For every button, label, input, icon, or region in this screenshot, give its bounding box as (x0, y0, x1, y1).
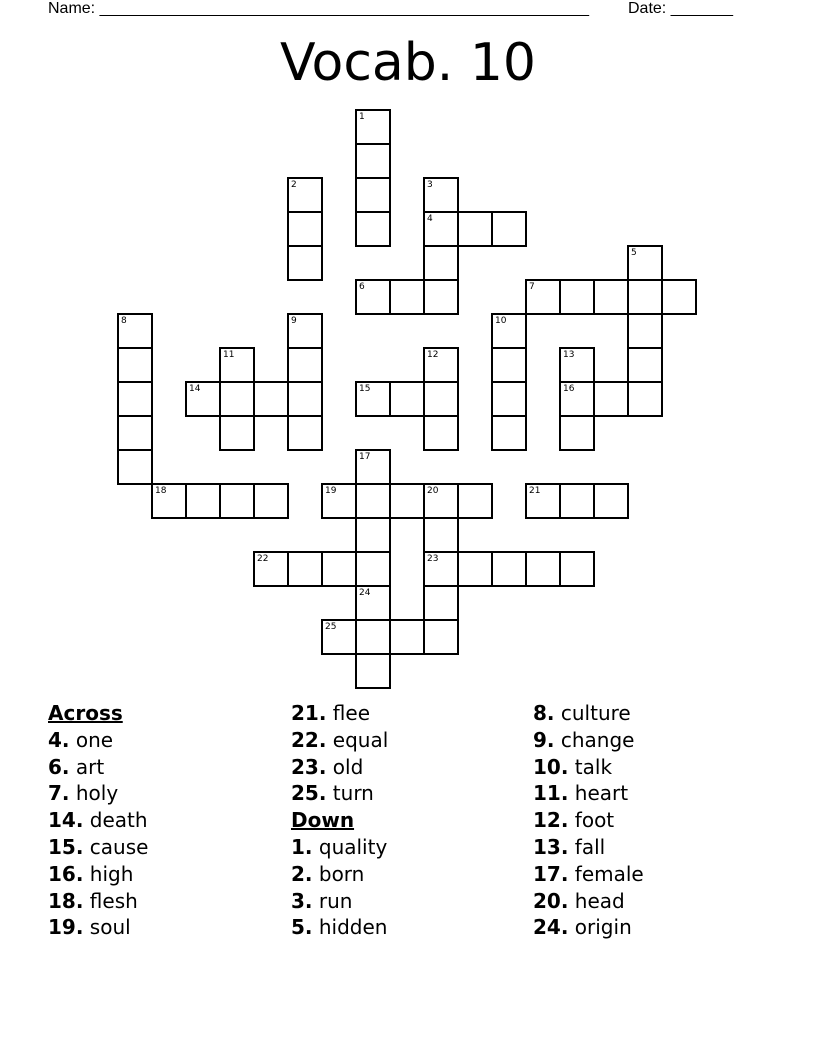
grid-cell[interactable] (491, 381, 527, 417)
clue-item-number: 8. (533, 701, 555, 725)
clue-item-text: origin (568, 915, 632, 940)
clue-item (291, 700, 531, 727)
grid-cell[interactable] (457, 551, 493, 587)
clue-item-text: female (568, 861, 644, 886)
clue-item-text: soul (83, 915, 131, 940)
clue-item-number: 21. (291, 701, 327, 725)
clue-number: 5 (631, 248, 637, 258)
grid-cell[interactable] (117, 313, 153, 349)
clue-number: 10 (495, 316, 507, 326)
clue-column-3 (533, 700, 773, 941)
clue-item (48, 754, 288, 781)
grid-cell[interactable] (389, 381, 425, 417)
clue-item-text: cause (83, 834, 149, 859)
page-title: Vocab. 10 (279, 33, 537, 93)
clue-item-text: run (312, 888, 353, 913)
clue-column-2 (291, 700, 531, 941)
grid-cell[interactable] (593, 279, 629, 315)
clue-number: 19 (325, 486, 337, 496)
grid-cell[interactable] (559, 279, 595, 315)
grid-cell[interactable] (355, 211, 391, 247)
clue-item-text: holy (69, 781, 119, 806)
clue-item-text: death (83, 808, 148, 833)
clue-number: 2 (291, 180, 297, 190)
clue-number: 16 (563, 384, 575, 394)
clue-number: 14 (189, 384, 201, 394)
grid-cell[interactable] (321, 483, 357, 519)
clue-item-text: talk (568, 754, 613, 779)
clue-item-number: 3. (291, 888, 313, 913)
clue-item-number: 23. (291, 754, 327, 779)
grid-cell[interactable] (287, 415, 323, 451)
grid-cell[interactable] (423, 415, 459, 451)
clue-item-number: 24. (533, 915, 569, 940)
grid-cell[interactable] (627, 279, 663, 315)
clue-number: 1 (359, 112, 365, 122)
grid-cell[interactable] (627, 381, 663, 417)
clue-item (533, 888, 773, 915)
grid-cell[interactable] (151, 483, 187, 519)
grid-cell[interactable] (287, 211, 323, 247)
clue-item-text: equal (326, 727, 389, 752)
grid-cell[interactable] (423, 245, 459, 281)
clue-number: 15 (359, 384, 371, 394)
clue-item-text: old (326, 754, 364, 779)
grid-cell[interactable] (559, 347, 595, 383)
clue-item-number: 17. (533, 861, 569, 886)
grid-cell[interactable] (185, 381, 221, 417)
clue-item-text: head (568, 888, 625, 913)
grid-cell[interactable] (355, 109, 391, 145)
clue-number: 18 (155, 486, 167, 496)
date-field-line: Date: _______ (628, 0, 733, 17)
clue-number: 23 (427, 554, 439, 564)
grid-cell[interactable] (559, 483, 595, 519)
grid-cell[interactable] (253, 551, 289, 587)
grid-cell[interactable] (423, 279, 459, 315)
grid-cell[interactable] (423, 177, 459, 213)
clue-item-number: 4. (48, 727, 70, 752)
clue-item (533, 700, 773, 727)
grid-cell[interactable] (355, 585, 391, 621)
clue-number: 9 (291, 316, 297, 326)
clue-number: 13 (563, 350, 575, 360)
clue-item-number: 19. (48, 915, 84, 940)
grid-cell[interactable] (559, 415, 595, 451)
grid-cell[interactable] (355, 177, 391, 213)
clue-item (533, 780, 773, 807)
clue-item-number: 16. (48, 861, 84, 886)
clue-item (48, 727, 288, 754)
clue-number: 4 (427, 214, 433, 224)
name-field-line: Name: _______________________________________________________ (48, 0, 589, 17)
grid-cell[interactable] (593, 483, 629, 519)
grid-cell[interactable] (423, 381, 459, 417)
clue-item-text: one (69, 727, 114, 752)
clue-number: 11 (223, 350, 235, 360)
clue-number: 12 (427, 350, 439, 360)
grid-cell[interactable] (117, 449, 153, 485)
grid-cell[interactable] (423, 211, 459, 247)
grid-cell[interactable] (321, 551, 357, 587)
grid-cell[interactable] (287, 313, 323, 349)
clue-item-number: 15. (48, 834, 84, 859)
grid-cell[interactable] (219, 415, 255, 451)
clue-item (291, 727, 531, 754)
clue-section-heading: Across (48, 701, 123, 725)
grid-cell[interactable] (457, 211, 493, 247)
grid-cell[interactable] (525, 279, 561, 315)
grid-cell[interactable] (389, 279, 425, 315)
grid-cell[interactable] (355, 381, 391, 417)
clue-item-text: art (69, 754, 105, 779)
clue-item (291, 914, 531, 941)
grid-cell[interactable] (355, 449, 391, 485)
clue-item (48, 807, 288, 834)
grid-cell[interactable] (559, 381, 595, 417)
clue-item (48, 914, 288, 941)
grid-cell[interactable] (423, 517, 459, 553)
clue-section-heading: Down (291, 808, 355, 833)
grid-cell[interactable] (457, 483, 493, 519)
grid-cell[interactable] (423, 483, 459, 519)
clue-item-text: heart (568, 781, 629, 806)
clue-item-number: 18. (48, 888, 84, 913)
grid-cell[interactable] (389, 483, 425, 519)
grid-cell[interactable] (355, 143, 391, 179)
grid-cell[interactable] (219, 347, 255, 383)
clue-item-number: 7. (48, 781, 70, 806)
clue-number: 17 (359, 452, 371, 462)
grid-cell[interactable] (287, 347, 323, 383)
grid-cell[interactable] (491, 347, 527, 383)
clue-item (48, 834, 288, 861)
clue-item (533, 834, 773, 861)
clue-item-text: born (312, 861, 365, 886)
grid-cell[interactable] (117, 381, 153, 417)
clue-item-text: flee (326, 701, 371, 725)
clue-item (291, 888, 531, 915)
clue-column-1 (48, 700, 288, 941)
clue-item (533, 914, 773, 941)
grid-cell[interactable] (355, 653, 391, 689)
grid-cell[interactable] (355, 551, 391, 587)
grid-cell[interactable] (389, 619, 425, 655)
grid-cell[interactable] (117, 415, 153, 451)
grid-cell[interactable] (219, 381, 255, 417)
clue-item-number: 11. (533, 781, 569, 806)
clue-number: 25 (325, 622, 337, 632)
grid-cell[interactable] (491, 551, 527, 587)
grid-cell[interactable] (355, 517, 391, 553)
clue-number: 22 (257, 554, 269, 564)
grid-cell[interactable] (559, 551, 595, 587)
clue-item-number: 13. (533, 834, 569, 859)
clue-item (48, 888, 288, 915)
clue-item-text: foot (568, 808, 615, 833)
clue-item-text: high (83, 861, 134, 886)
grid-cell[interactable] (525, 551, 561, 587)
clue-item-number: 22. (291, 727, 327, 752)
grid-cell[interactable] (423, 585, 459, 621)
grid-cell[interactable] (253, 381, 289, 417)
clue-item-text: change (554, 727, 635, 752)
clue-item (291, 780, 531, 807)
grid-cell[interactable] (627, 313, 663, 349)
clue-item-text: flesh (83, 888, 138, 913)
grid-cell[interactable] (355, 619, 391, 655)
grid-cell[interactable] (287, 551, 323, 587)
clue-number: 21 (529, 486, 541, 496)
grid-cell[interactable] (287, 245, 323, 281)
clue-item-number: 6. (48, 754, 70, 779)
grid-cell[interactable] (491, 313, 527, 349)
grid-cell[interactable] (661, 279, 697, 315)
grid-cell[interactable] (525, 483, 561, 519)
clue-item (533, 807, 773, 834)
grid-cell[interactable] (627, 347, 663, 383)
clue-item-text: turn (326, 781, 374, 806)
grid-cell[interactable] (287, 381, 323, 417)
grid-cell[interactable] (355, 483, 391, 519)
clue-number: 6 (359, 282, 365, 292)
grid-cell[interactable] (423, 551, 459, 587)
grid-cell[interactable] (593, 381, 629, 417)
grid-cell[interactable] (423, 619, 459, 655)
grid-cell[interactable] (219, 483, 255, 519)
clue-item-number: 9. (533, 727, 555, 752)
clue-item-text: hidden (312, 915, 388, 940)
clue-item (291, 834, 531, 861)
clue-number: 7 (529, 282, 535, 292)
clue-item (533, 754, 773, 781)
clue-item-text: quality (312, 834, 388, 859)
clue-item-number: 2. (291, 861, 313, 886)
clue-item (48, 780, 288, 807)
clue-number: 20 (427, 486, 439, 496)
clue-item-number: 20. (533, 888, 569, 913)
clue-item-number: 1. (291, 834, 313, 859)
grid-cell[interactable] (627, 245, 663, 281)
grid-cell[interactable] (423, 347, 459, 383)
clue-item-text: culture (554, 701, 631, 725)
clue-number: 3 (427, 180, 433, 190)
clue-item (291, 754, 531, 781)
clue-item (291, 861, 531, 888)
clue-item-number: 10. (533, 754, 569, 779)
clue-item-number: 12. (533, 808, 569, 833)
grid-cell[interactable] (491, 415, 527, 451)
grid-cell[interactable] (117, 347, 153, 383)
grid-cell[interactable] (287, 177, 323, 213)
grid-cell[interactable] (491, 211, 527, 247)
grid-cell[interactable] (185, 483, 221, 519)
clue-item (533, 861, 773, 888)
clue-item-number: 5. (291, 915, 313, 940)
grid-cell[interactable] (253, 483, 289, 519)
clue-item (48, 861, 288, 888)
clue-item (533, 727, 773, 754)
clue-item-number: 14. (48, 808, 84, 833)
grid-cell[interactable] (355, 279, 391, 315)
clue-number: 24 (359, 588, 371, 598)
clue-item-number: 25. (291, 781, 327, 806)
clue-number: 8 (121, 316, 127, 326)
clue-item-text: fall (568, 834, 606, 859)
grid-cell[interactable] (321, 619, 357, 655)
